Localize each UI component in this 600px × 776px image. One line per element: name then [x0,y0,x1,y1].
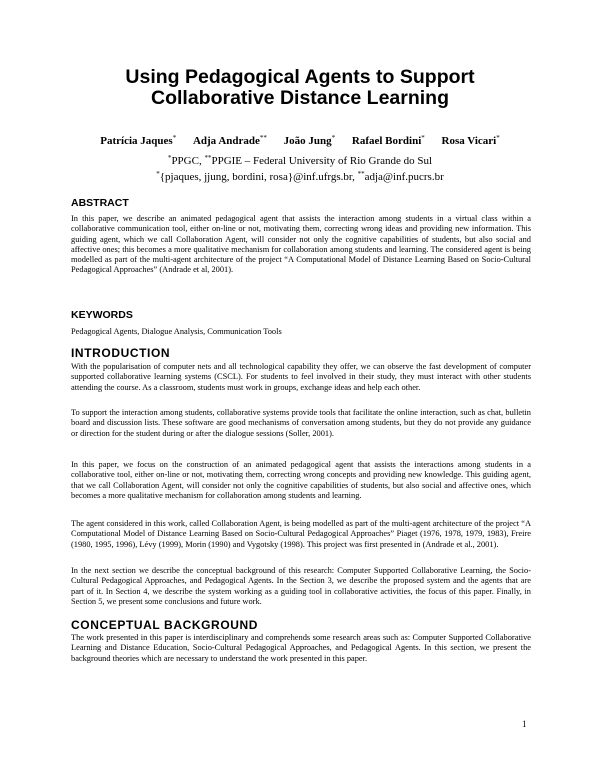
intro-paragraph: In this paper, we focus on the construction of an animated pedagogical agent that assists the interactions among students in a collaborative tool, either on-line or not, motivating them, correcting wrong concepts and providing new knowledge. This guiding agent, that we call Collaboration Agent, will consider not only the cognitive capabilities of students, but also social and affective ones, which becomes a more qualitative mechanism for collaboration among students and learning. [71,460,531,500]
background-paragraph: The work presented in this paper is interdisciplinary and comprehends some research areas such as: Computer Supported Collaborative Learning and Distance Education, Socio-Cultural Pedagogical Approaches, and Pedagogical Agents. In this section, we present the background theories which are necessary to understand the work presented in this paper. [71,633,531,663]
abstract-text: In this paper, we describe an animated pedagogical agent that assists the interaction among students in a virtual class within a collaborative communication tool, either on-line or not, motivating them, correcting wrong ideas and providing new information. This guiding agent, which we call Collaboration Agent, will consider not only the cognitive capabilities of students, but also social and affective ones; this becomes a more qualitative mechanism for collaboration among students and learning. The considered agent is being modelled as part of the multi-agent architecture of the project “A Computational Model of Distance Learning Based on Socio-Cultural Pedagogical Approaches” (Andrade et al, 2001). [71,214,531,275]
title-line-2: Collaborative Distance Learning [151,87,449,109]
abstract-heading: ABSTRACT [71,197,129,209]
intro-paragraph: To support the interaction among students, collaborative systems provide tools that facilitate the online interaction, such as chat, bulletin board and discussion lists. These software are good mechanisms of conversation among students, but they do not provide any guidance or direction for the student during or after the dialogue sessions (Soller, 2001). [71,408,531,438]
introduction-section [71,346,531,360]
introduction-heading: INTRODUCTION [71,346,171,360]
author-list [0,134,600,147]
page-number: 1 [522,719,527,729]
author: Rosa Vicari* [441,134,500,147]
paper-title [0,67,600,109]
keywords-text: Pedagogical Agents, Dialogue Analysis, Communication Tools [71,327,282,336]
affiliation-line: *PPGC, **PPGIE – Federal University of Rio Grande do Sul [167,154,433,167]
keywords-section [71,309,531,321]
author: João Jung* [283,134,336,147]
intro-paragraph: In the next section we describe the conceptual background of this research: Computer Supported Collaborative Learning, the Socio-Cultural Pedagogical Approaches, and Pedagogical Agents. In the Section 3, we describe the proposed system and the agents that are part of it. In Section 4, we describe the system working as a guiding tool in collaborative activities, the focus of this paper. Finally, in Section 5, we present some conclusions and future work. [71,566,531,606]
background-heading: CONCEPTUAL BACKGROUND [71,618,259,632]
email-line: *{pjaques, jjung, bordini, rosa}@inf.ufrgs.br, **adja@inf.pucrs.br [156,170,444,183]
background-section [71,618,531,632]
author: Rafael Bordini* [351,134,425,147]
author: Patrícia Jaques* [100,134,177,147]
intro-paragraph: The agent considered in this work, called Collaboration Agent, is being modelled as part of the multi-agent architecture of the project “A Computational Model of Distance Learning Based on Socio-Cultural Pedagogical Approaches” Piaget (1976, 1978, 1979, 1983), Freire (1980, 1995, 1996), Lévy (1999), Morin (1990) and Vygotsky (1998). This project was first presented in (Andrade et al., 2001). [71,519,531,549]
author: Adja Andrade** [192,134,267,147]
keywords-heading: KEYWORDS [71,309,133,321]
title-line-1: Using Pedagogical Agents to Support [125,66,475,88]
intro-paragraph: With the popularisation of computer nets and all technological capability they offer, we can observe the fast development of computer supported collaborative learning systems (CSCL). For students to feel involved in their study, they must interact with other students attending the course. As a classroom, students must work in groups, exchange ideas and help each other. [71,362,531,392]
abstract-section [71,197,531,209]
